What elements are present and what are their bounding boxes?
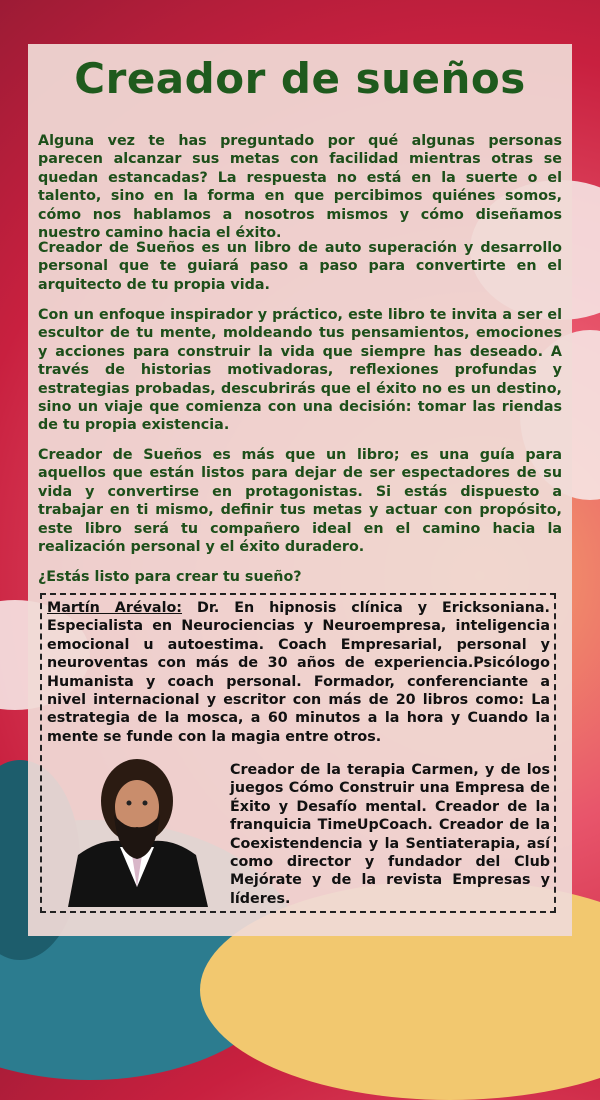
paragraph-question: ¿Estás listo para crear tu sueño? [38, 569, 302, 585]
author-name: Martín Arévalo: [47, 600, 183, 616]
paragraph-approach: Con un enfoque inspirador y práctico, este libro te invita a ser el escultor de tu mente, moldeando tus pensamientos, emociones y acciones para construir la vida que siempre has deseado. A través de historias motivadoras, reflexiones profundas y estrategias probadas, descubrirás que el éxito no es un destino, sino un viaje que comienza con una decisión: tomar las riendas de tu propia existencia. [38, 307, 562, 434]
author-bio-part1: Dr. En hipnosis clínica y Ericksoniana. Especialista en Neurociencias y Neuroempresa, inteligencia emocional u autoestima. Coach Empresarial, personal y neuroventas con más de 30 años de experiencia.Psicólogo Humanista y coach personal. Formador, conferenciante a nivel internacional y escritor con más de 20 libros como: La estrategia de la mosca, a 60 minutos a la hora y Cuando la mente se funde con la magia entre otros. [47, 600, 550, 745]
author-bio-continued: Creador de la terapia Carmen, y de los juegos Cómo Construir una Empresa de Éxito y Desafío mental. Creador de la franquicia TimeUpCoach. Creador de la Coexistendencia y la Sentiaterapia, así como director y fundador del Club Mejórate y de la revista Empresas y líderes. [230, 762, 550, 907]
author-bio-box [40, 593, 556, 913]
paragraph-guide: Creador de Sueños es más que un libro; es una guía para aquellos que están listos para dejar de ser espectadores de su vida y convertirse en protagonistas. Si estás dispuesto a trabajar en ti mismo, definir tus metas y actuar con propósito, este libro será tu compañero ideal en el camino hacia la realización personal y el éxito duradero. [38, 447, 562, 556]
paragraph-description: Creador de Sueños es un libro de auto superación y desarrollo personal que te guiará paso a paso para convertirte en el arquitecto de tu propia vida. [38, 240, 562, 293]
paragraph-intro: Alguna vez te has preguntado por qué algunas personas parecen alcanzar sus metas con facilidad mientras otras se quedan estancadas? La respuesta no está en la suerte o el talento, sino en la forma en que percibimos quiénes somos, cómo nos hablamos a nosotros mismos y cómo diseñamos nuestro camino hacia el éxito. [38, 133, 562, 242]
page-title: Creador de sueños [74, 54, 526, 103]
author-photo [48, 755, 226, 907]
author-bio [47, 599, 550, 746]
